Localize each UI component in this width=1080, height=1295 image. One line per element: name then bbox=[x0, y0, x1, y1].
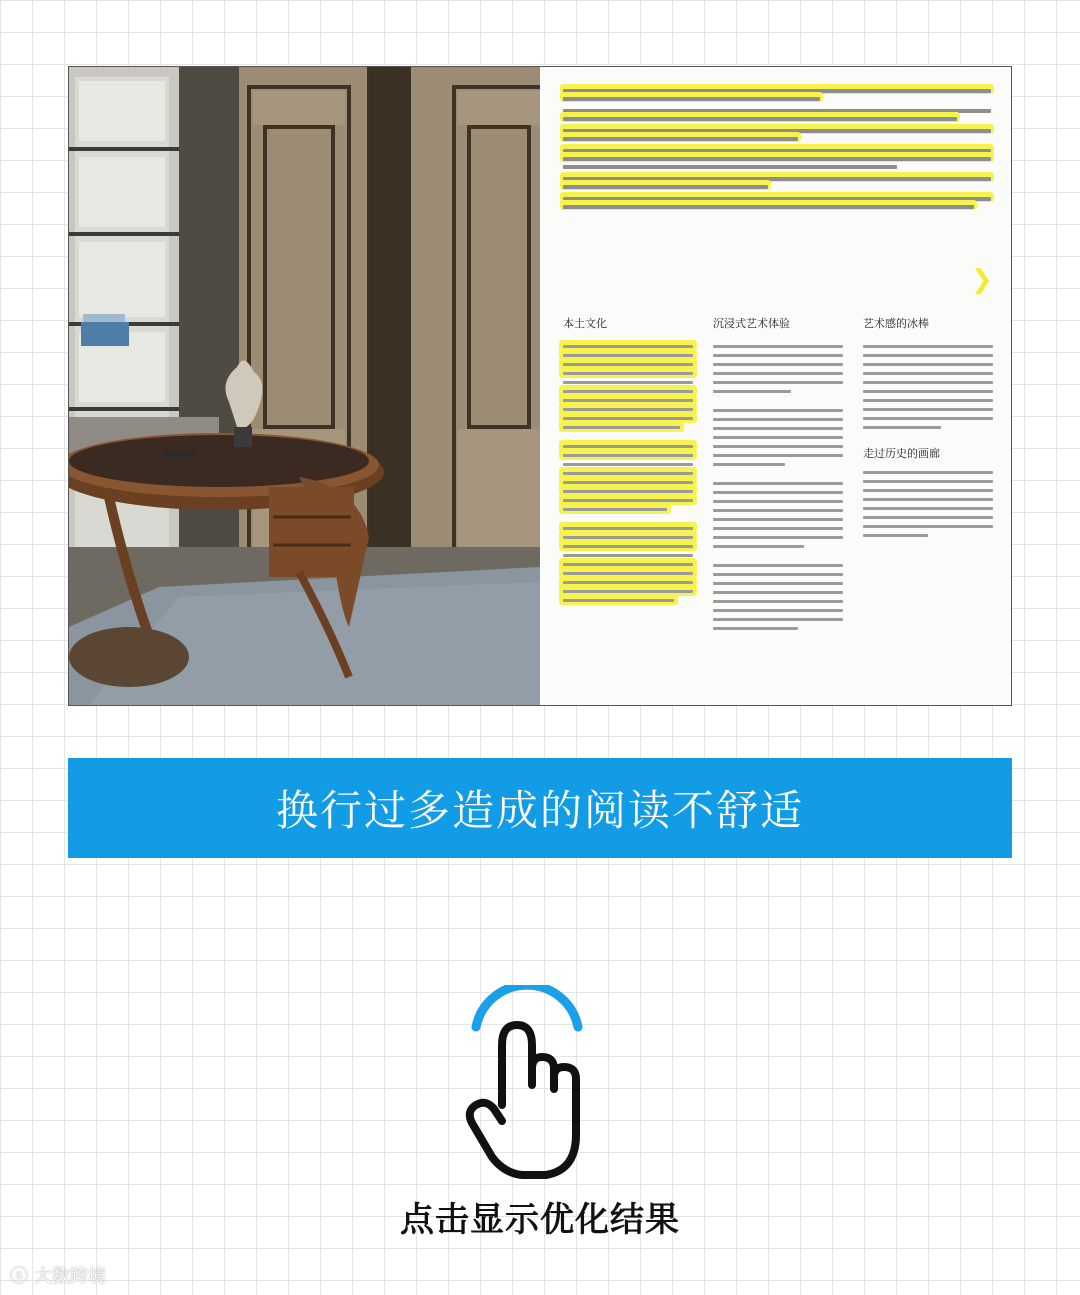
column-heading: 本土文化 bbox=[563, 317, 607, 330]
watermark bbox=[10, 1262, 106, 1288]
column-subheading: 走过历史的画廊 bbox=[863, 447, 940, 460]
tap-hand-icon[interactable] bbox=[462, 985, 592, 1185]
banner-text: 换行过多造成的阅读不舒适 bbox=[275, 786, 804, 835]
watermark-text: 大数跨境 bbox=[34, 1266, 106, 1287]
article-column-1 bbox=[563, 315, 693, 602]
column-heading: 沉浸式艺术体验 bbox=[713, 317, 790, 330]
column-heading: 艺术感的冰棒 bbox=[863, 317, 929, 330]
watermark-logo-icon: ⓐ bbox=[10, 1266, 28, 1287]
interior-photo-illustration bbox=[69, 67, 540, 705]
article-column-2 bbox=[713, 315, 843, 630]
highlight-arrow-icon: ❯ bbox=[971, 265, 993, 295]
headline-banner bbox=[68, 758, 1012, 858]
magazine-spread bbox=[68, 66, 1012, 706]
article-column-3 bbox=[863, 315, 993, 537]
interior-photo bbox=[69, 67, 540, 705]
show-result-prompt[interactable]: 点击显示优化结果 bbox=[400, 1200, 680, 1240]
article-text-page bbox=[541, 67, 1011, 705]
article-intro bbox=[563, 85, 991, 217]
